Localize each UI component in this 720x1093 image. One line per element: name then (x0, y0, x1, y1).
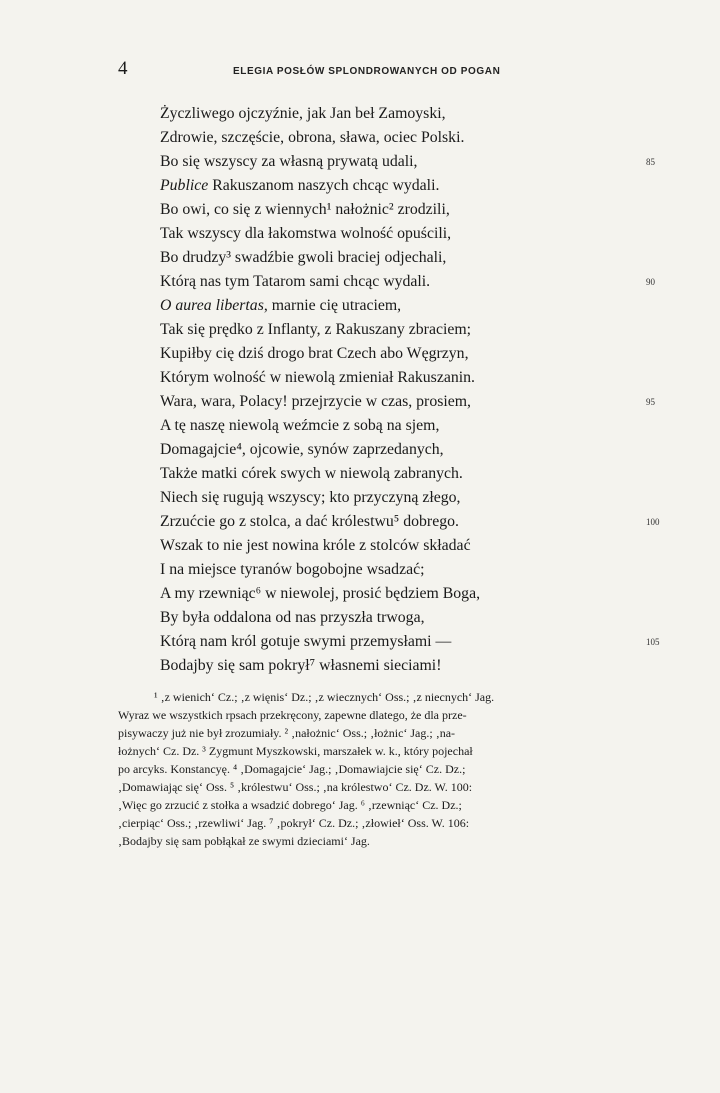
footnote-line: ‚Bodajby się sam pobłąkał ze swymi dzieciami‘ Jag. (118, 834, 370, 848)
footnote-line: łożnych‘ Cz. Dz. ³ Zygmunt Myszkowski, marszałek w. k., który pojechał (118, 744, 473, 758)
verse-line (160, 318, 660, 342)
verse-line (160, 438, 660, 462)
verse-line (160, 294, 660, 318)
verse-text: Tak wszyscy dla łakomstwa wolność opuścili, (160, 225, 452, 242)
line-number: 90 (646, 277, 655, 287)
page-number: 4 (118, 58, 128, 79)
verse-text: Którą nam król gotuje swymi przemysłami — (160, 633, 452, 650)
footnote-line: pisywaczy już nie był zrozumiały. ² ‚nałożnic‘ Oss.; ‚łożnic‘ Jag.; ‚na- (118, 726, 456, 740)
verse-line (160, 486, 660, 510)
verse-line (160, 270, 660, 294)
verse-line (160, 246, 660, 270)
running-title: ELEGIA POSŁÓW SPLONDROWANYCH OD POGAN (233, 66, 501, 77)
verse-line (160, 342, 660, 366)
footnote-line: ‚Domawiając się‘ Oss. ⁵ ‚królestwu‘ Oss.; ‚na królestwo‘ Cz. Dz. W. 100: (118, 780, 473, 794)
verse-text: I na miejsce tyranów bogobojne wsadzać; (160, 561, 425, 578)
verse-line (160, 582, 660, 606)
verse-text: By była oddalona od nas przyszła trwoga, (160, 609, 425, 626)
footnote-line: ‚Więc go zrzucić z stołka a wsadzić dobrego‘ Jag. ⁶ ‚rzewniąc‘ Cz. Dz.; (118, 798, 462, 812)
verse-text: Kupiłby cię dziś drogo brat Czech abo Węgrzyn, (160, 345, 469, 362)
line-number: 95 (646, 397, 655, 407)
verse-text: A my rzewniąc⁶ w niewolej, prosić będziem Boga, (160, 585, 481, 602)
footnote-line: Wyraz we wszystkich rpsach przekręcony, zapewne dlatego, że dla prze- (118, 708, 467, 722)
verse-line (160, 558, 660, 582)
footnote-line: po arcyks. Konstancyę. ⁴ ‚Domagajcie‘ Jag.; ‚Domawiajcie się‘ Cz. Dz.; (118, 762, 466, 776)
verse-text: Domagajcie⁴, ojcowie, synów zaprzedanych, (160, 441, 444, 458)
line-number: 105 (646, 637, 660, 647)
page-header (118, 58, 588, 82)
verse-text: O aurea libertas, marnie cię utraciem, (160, 297, 402, 314)
verse-line (160, 414, 660, 438)
verse-text: Tak się prędko z Inflanty, z Rakuszany zbraciem; (160, 321, 472, 338)
verse-text: Bo owi, co się z wiennych¹ nałożnic² zrodzili, (160, 201, 450, 218)
verse-text: Także matki córek swych w niewolą zabranych. (160, 465, 463, 482)
verse-line (160, 174, 660, 198)
verse-text: Wszak to nie jest nowina króle z stolców składać (160, 537, 471, 554)
footnotes (118, 688, 656, 850)
verse-line (160, 366, 660, 390)
verse-line (160, 534, 660, 558)
verse-text: Bo się wszyscy za własną prywatą udali, (160, 153, 418, 170)
line-number: 85 (646, 157, 655, 167)
verse-line (160, 198, 660, 222)
verse-text: Bo drudzy³ swadźbie gwoli braciej odjechali, (160, 249, 447, 266)
verse-text: Którą nas tym Tatarom sami chcąc wydali. (160, 273, 431, 290)
verse-text: Zdrowie, szczęście, obrona, sława, ociec Polski. (160, 129, 465, 146)
verse-line (160, 606, 660, 630)
footnote-line: ‚cierpiąc‘ Oss.; ‚rzewliwi‘ Jag. ⁷ ‚pokrył‘ Cz. Dz.; ‚złowieł‘ Oss. W. 106: (118, 816, 470, 830)
verse-text: A tę naszę niewolą weźmcie z sobą na sjem, (160, 417, 440, 434)
verse-text: Bodajby się sam pokrył⁷ własnemi sieciami! (160, 657, 442, 674)
verse-line (160, 102, 660, 126)
verse-line (160, 222, 660, 246)
verse-line (160, 630, 660, 654)
footnote-line: ¹ ‚z wienich‘ Cz.; ‚z więnis‘ Dz.; ‚z wiecznych‘ Oss.; ‚z niecnych‘ Jag. (154, 690, 495, 704)
verse-text: Publice Rakuszanom naszych chcąc wydali. (160, 177, 440, 194)
verse-text: Zrzućcie go z stolca, a dać królestwu⁵ dobrego. (160, 513, 459, 530)
verse-text: Wara, wara, Polacy! przejrzycie w czas, prosiem, (160, 393, 472, 410)
verse-line (160, 462, 660, 486)
verse-text: Życzliwego ojczyźnie, jak Jan beł Zamoyski, (160, 105, 446, 122)
poem-body (160, 102, 660, 678)
line-number: 100 (646, 517, 660, 527)
verse-line (160, 150, 660, 174)
verse-line (160, 510, 660, 534)
verse-line (160, 390, 660, 414)
verse-text: Niech się rugują wszyscy; kto przyczyną złego, (160, 489, 461, 506)
verse-line (160, 654, 660, 678)
verse-text: Którym wolność w niewolą zmieniał Rakuszanin. (160, 369, 475, 386)
verse-line (160, 126, 660, 150)
